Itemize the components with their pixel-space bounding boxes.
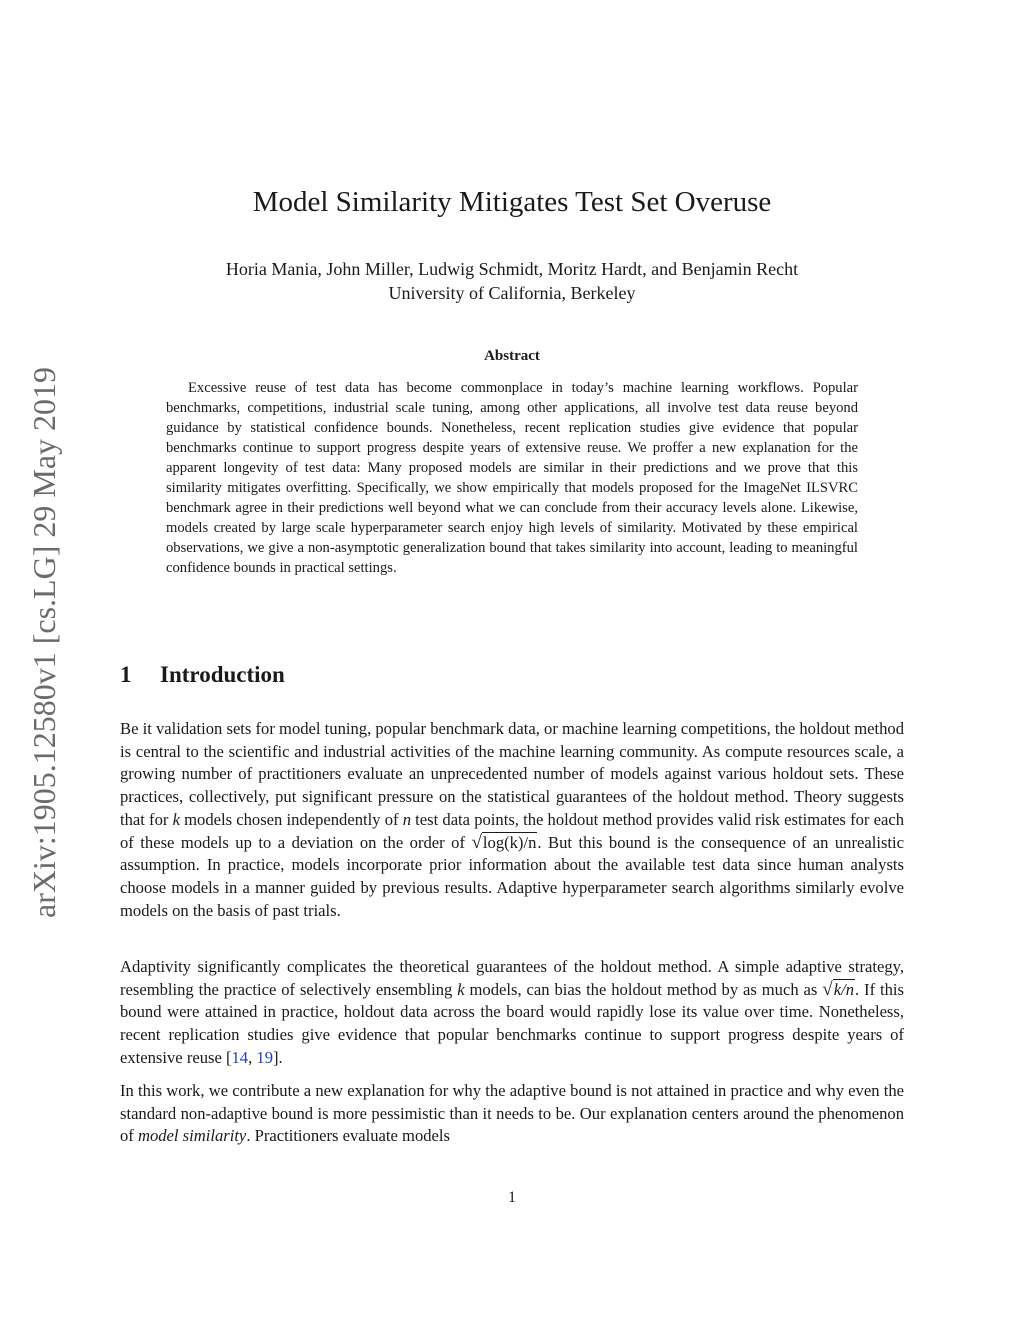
intro-p2-text-a: Adaptivity significantly complicates the theoretical guarantees of the holdout method. A simple adaptive strategy, resembling the practice of selectively ensembling	[120, 957, 904, 999]
page-number: 1	[508, 1189, 516, 1206]
citation-link-19[interactable]: 19	[256, 1047, 273, 1067]
intro-paragraph-1	[120, 718, 904, 922]
citation-separator: ,	[248, 1047, 257, 1067]
intro-p1-text-d: . But this bound is the consequence of an unrealistic assumption. In practice, models incorporate prior information about the available test data since human analysts choose models in a manner guided by previous results. Adaptive hyperparameter search algorithms similarly evolve models on the basis of past trials.	[120, 832, 904, 920]
intro-paragraph-3	[120, 1080, 904, 1148]
intro-p1-text-a: Be it validation sets for model tuning, popular benchmark data, or machine learning competitions, the holdout method is central to the scientific and industrial activities of the machine learning community. As compute resources scale, a growing number of practitioners evaluate an unprecedented number of models against various holdout sets. These practices, collectively, put significant pressure on the statistical guarantees of the holdout method. Theory suggests that for	[120, 719, 904, 829]
affiliation: University of California, Berkeley	[388, 283, 636, 303]
sqrt-log-k-over-n	[471, 832, 537, 855]
arxiv-identifier-stamp: arXiv:1905.12580v1 [cs.LG] 29 May 2019	[26, 366, 62, 919]
intro-p1-text-c: test data points, the holdout method provides valid risk estimates for each of these models up to a deviation on the order of	[120, 809, 904, 852]
radicand: log(k)/n	[482, 832, 537, 852]
math-variable-n: n	[402, 809, 411, 829]
section-title: Introduction	[160, 662, 285, 687]
section-number: 1	[120, 662, 132, 687]
math-variable-k: k	[172, 809, 180, 829]
intro-p2-text-c: . If this bound were attained in practice, holdout data across the board would rapidly lose its value over time. Nonetheless, recent replication studies give evidence that popular benchmarks continue to support progress despite years of extensive reuse [	[120, 979, 904, 1067]
radicand: k/n	[833, 979, 854, 999]
citation-link-14[interactable]: 14	[231, 1047, 249, 1067]
abstract-heading: Abstract	[484, 348, 540, 364]
author-list: Horia Mania, John Miller, Ludwig Schmidt, Moritz Hardt, and Benjamin Recht	[225, 259, 799, 279]
intro-p2-text-b: models, can bias the holdout method by as much as	[464, 979, 823, 999]
sqrt-k-over-n	[822, 979, 855, 1002]
abstract-text: Excessive reuse of test data has become commonplace in today’s machine learning workflows. Popular benchmarks, competitions, industrial scale tuning, among other applications, all involve test data reuse beyond guidance by statistical confidence bounds. Nonetheless, recent replication studies give evidence that popular benchmarks continue to support progress despite years of extensive reuse. We proffer a new explanation for the apparent longevity of test data: Many proposed models are similar in their predictions and we prove that this similarity mitigates overfitting. Specifically, we show empirically that models proposed for the ImageNet ILSVRC benchmark agree in their predictions well beyond what we can conclude from their accuracy levels alone. Likewise, models created by large scale hyperparameter search enjoy high levels of similarity. Motivated by these empirical observations, we give a non-asymptotic generalization bound that takes similarity into account, leading to meaningful confidence bounds in practical settings.	[166, 380, 858, 576]
paper-title: Model Similarity Mitigates Test Set Overuse	[252, 186, 772, 218]
intro-paragraph-2	[120, 956, 904, 1070]
radical-sign: √	[471, 831, 482, 853]
intro-p3-text-b: . Practitioners evaluate models	[246, 1126, 450, 1146]
author-block	[120, 257, 904, 305]
intro-p3-text-a: In this work, we contribute a new explanation for why the adaptive bound is not attained in practice and why even the standard non-adaptive bound is more pessimistic than it needs to be. Our explanation centers around the phenomenon of	[120, 1081, 904, 1146]
emphasis-model-similarity: model similarity	[137, 1126, 247, 1146]
section-heading-introduction	[120, 660, 285, 690]
radical-sign: √	[822, 978, 833, 1000]
intro-p2-text-d: ].	[272, 1047, 283, 1067]
math-variable-k: k	[457, 979, 465, 999]
intro-p1-text-b: models chosen independently of	[179, 809, 403, 829]
